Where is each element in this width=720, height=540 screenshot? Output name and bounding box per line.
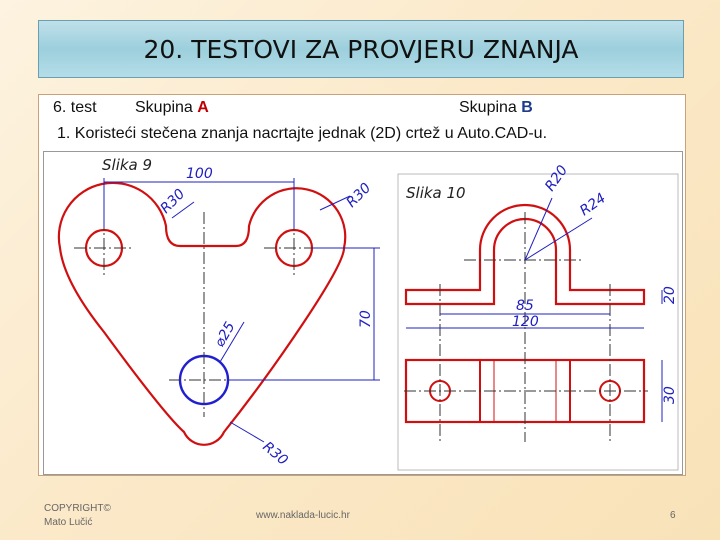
group-a-label: [135, 99, 209, 117]
figure-9-caption: Slika 9: [102, 156, 153, 174]
slide-title: [38, 20, 684, 78]
group-b-label: [459, 99, 533, 117]
figure-10: [398, 162, 678, 470]
drawing-canvas: [44, 152, 682, 474]
slide-title-text: 20. TESTOVI ZA PROVJERU ZNANJA: [143, 34, 579, 64]
figure-10-caption: Slika 10: [406, 184, 466, 202]
copyright-line-2: Mato Lučić: [44, 517, 93, 528]
page-number: 6: [670, 510, 676, 521]
dim-120: 120: [512, 314, 539, 330]
technical-drawing: [43, 151, 683, 475]
task-text: 1. Koristeći stečena znanja nacrtajte jednak (2D) crtež u Auto.CAD-u.: [57, 125, 548, 142]
dim-r30-right: R30: [343, 180, 375, 211]
footer-copyright: [44, 502, 111, 530]
group-a-letter: A: [197, 99, 209, 116]
footer-url[interactable]: www.naklada-lucic.hr: [256, 510, 350, 521]
group-b-letter: B: [521, 99, 533, 116]
dim-r30-left: R30: [157, 186, 189, 217]
dim-85: 85: [516, 298, 534, 314]
dim-r30-bottom: R30: [259, 438, 291, 469]
dim-20: 20: [662, 286, 678, 304]
dim-r20: R20: [542, 162, 572, 195]
dim-r24: R24: [577, 190, 609, 220]
dim-d25: ⌀25: [211, 319, 239, 350]
dim-70: 70: [358, 310, 374, 328]
figure-9-outline: [59, 183, 345, 445]
figure-9: [59, 156, 380, 469]
content-panel: [38, 94, 686, 476]
dim-30: 30: [662, 386, 678, 404]
group-b-prefix: Skupina: [459, 99, 517, 116]
copyright-line-1: COPYRIGHT©: [44, 503, 111, 514]
group-a-prefix: Skupina: [135, 99, 193, 116]
dim-100: 100: [186, 166, 213, 182]
test-number: 6. test: [53, 99, 97, 116]
